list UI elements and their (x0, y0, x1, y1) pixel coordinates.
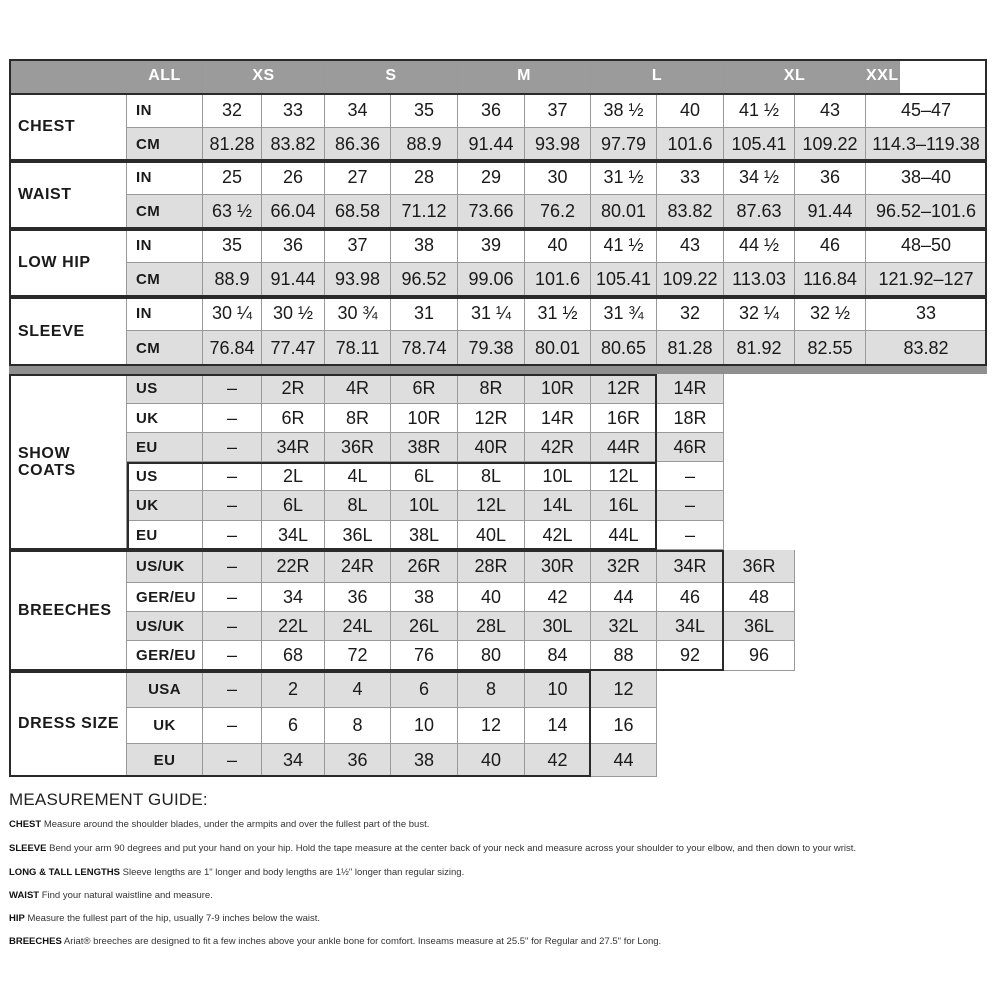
value-cell: 92 (657, 641, 724, 671)
guide-sleeve (9, 839, 991, 859)
value-cell: 78.11 (325, 331, 391, 366)
value-cell: 12R (458, 404, 525, 433)
value-cell: 8 (325, 708, 391, 744)
dress-size-label: DRESS SIZE (9, 671, 127, 777)
value-cell: 6 (262, 708, 325, 744)
value-cell: 41 ½ (724, 93, 795, 128)
value-cell: 6 (391, 671, 458, 708)
value-cell: 12 (458, 708, 525, 744)
value-cell: – (203, 491, 262, 521)
value-cell: 32R (591, 550, 657, 583)
value-cell: 4R (325, 374, 391, 404)
value-cell: 25 (203, 161, 262, 195)
value-cell: – (203, 708, 262, 744)
value-cell: 40 (525, 229, 591, 263)
value-cell: 10L (391, 491, 458, 521)
value-cell: 36R (724, 550, 795, 583)
unit-label: GER/EU (127, 641, 203, 671)
guide-text: Find your natural waistline and measure. (39, 890, 213, 901)
value-cell: 30 ¼ (203, 297, 262, 331)
value-cell: 105.41 (724, 128, 795, 161)
unit-label: UK (127, 404, 203, 433)
value-cell: 18R (657, 404, 724, 433)
value-cell: 34 ½ (724, 161, 795, 195)
value-cell: 10 (391, 708, 458, 744)
value-cell: – (657, 491, 724, 521)
value-cell: 38L (391, 521, 458, 550)
value-cell: 114.3–119.38 (866, 128, 987, 161)
value-cell: – (203, 641, 262, 671)
guide-term: LONG & TALL LENGTHS (9, 867, 121, 878)
value-cell: 22L (262, 612, 325, 641)
value-cell: 38 (391, 229, 458, 263)
value-cell: 45–47 (866, 93, 987, 128)
value-cell: 34R (262, 433, 325, 462)
value-cell: 6L (262, 491, 325, 521)
value-cell: 30L (525, 612, 591, 641)
value-cell: – (203, 433, 262, 462)
value-cell: 8R (325, 404, 391, 433)
value-cell: 48–50 (866, 229, 987, 263)
unit-label: IN (127, 229, 203, 263)
value-cell: 40R (458, 433, 525, 462)
value-cell: 83.82 (262, 128, 325, 161)
value-cell: 78.74 (391, 331, 458, 366)
guide-text: Sleeve lengths are 1" longer and body lengths are 1½" longer than regular sizing. (120, 867, 465, 878)
unit-label: IN (127, 161, 203, 195)
value-cell: 36 (795, 161, 866, 195)
value-cell: 68.58 (325, 195, 391, 229)
header-blank (9, 59, 127, 93)
value-cell: 83.82 (657, 195, 724, 229)
value-cell: 41 ½ (591, 229, 657, 263)
value-cell: 31 ½ (591, 161, 657, 195)
value-cell: 28R (458, 550, 525, 583)
value-cell: 14L (525, 491, 591, 521)
guide-title: MEASUREMENT GUIDE: (9, 790, 208, 809)
value-cell: 44 (591, 583, 657, 612)
value-cell: 32 ½ (795, 297, 866, 331)
measurement-label: SLEEVE (9, 297, 127, 366)
value-cell: 84 (525, 641, 591, 671)
value-cell: 14R (525, 404, 591, 433)
value-cell: 42 (525, 744, 591, 777)
unit-label: IN (127, 93, 203, 128)
size-header-l: L (591, 59, 724, 93)
value-cell: 101.6 (657, 128, 724, 161)
size-header-m: M (458, 59, 591, 93)
value-cell: 33 (866, 297, 987, 331)
guide-text: Bend your arm 90 degrees and put your hand on your hip. Hold the tape measure at the center back of your neck and measure across your shoulder to your elbow, and then down to your wrist. (46, 843, 857, 854)
value-cell: – (203, 404, 262, 433)
value-cell: 37 (525, 93, 591, 128)
value-cell: 44 (591, 744, 657, 777)
unit-label: EU (127, 744, 203, 777)
value-cell: 91.44 (262, 263, 325, 297)
value-cell: 4L (325, 462, 391, 491)
value-cell: 34L (262, 521, 325, 550)
value-cell: 26R (391, 550, 458, 583)
guide-text: Measure around the shoulder blades, under the armpits and over the fullest part of the bust. (41, 819, 430, 830)
value-cell: 36 (325, 583, 391, 612)
guide-term: SLEEVE (9, 843, 47, 854)
guide-text: Ariat® breeches are designed to fit a few inches above your ankle bone for comfort. Inseams measure at 25.5" for Regular and 27.5" for Long. (61, 936, 662, 947)
value-cell: – (203, 612, 262, 641)
guide-hip (9, 910, 991, 928)
value-cell: 33 (262, 93, 325, 128)
unit-label: CM (127, 331, 203, 366)
value-cell: 32 (657, 297, 724, 331)
value-cell: 12L (591, 462, 657, 491)
value-cell: 32L (591, 612, 657, 641)
value-cell: 93.98 (325, 263, 391, 297)
guide-term: CHEST (9, 819, 42, 830)
value-cell: 12 (591, 671, 657, 708)
value-cell: – (203, 374, 262, 404)
size-header-xs: XS (203, 59, 325, 93)
value-cell: 31 ¼ (458, 297, 525, 331)
guide-waist (9, 887, 991, 905)
value-cell: 36L (724, 612, 795, 641)
value-cell: 27 (325, 161, 391, 195)
unit-label: CM (127, 263, 203, 297)
unit-label: EU (127, 521, 203, 550)
value-cell: 93.98 (525, 128, 591, 161)
value-cell: 31 (391, 297, 458, 331)
value-cell: 2L (262, 462, 325, 491)
value-cell: 10L (525, 462, 591, 491)
value-cell: 8L (325, 491, 391, 521)
value-cell: 30 ¾ (325, 297, 391, 331)
value-cell: 31 ¾ (591, 297, 657, 331)
value-cell: 96 (724, 641, 795, 671)
value-cell: 44L (591, 521, 657, 550)
value-cell: 8L (458, 462, 525, 491)
breeches-label: BREECHES (9, 550, 127, 671)
value-cell: – (657, 462, 724, 491)
value-cell: 40 (657, 93, 724, 128)
value-cell: 63 ½ (203, 195, 262, 229)
value-cell: 97.79 (591, 128, 657, 161)
value-cell: 96.52–101.6 (866, 195, 987, 229)
value-cell: 38 ½ (591, 93, 657, 128)
value-cell: 43 (657, 229, 724, 263)
value-cell: 79.38 (458, 331, 525, 366)
unit-label: IN (127, 297, 203, 331)
value-cell: 83.82 (866, 331, 987, 366)
value-cell: 4 (325, 671, 391, 708)
measurement-label: CHEST (9, 93, 127, 161)
value-cell: 43 (795, 93, 866, 128)
value-cell: 6R (262, 404, 325, 433)
value-cell: 113.03 (724, 263, 795, 297)
value-cell: 91.44 (795, 195, 866, 229)
value-cell: 76.84 (203, 331, 262, 366)
value-cell: 48 (724, 583, 795, 612)
value-cell: 46R (657, 433, 724, 462)
value-cell: 36 (262, 229, 325, 263)
size-header-all: ALL (127, 59, 203, 93)
value-cell: 32 (203, 93, 262, 128)
value-cell: 6L (391, 462, 458, 491)
guide-text: Measure the fullest part of the hip, usually 7-9 inches below the waist. (24, 913, 321, 924)
value-cell: 73.66 (458, 195, 525, 229)
show-coats-label: SHOW COATS (9, 374, 127, 550)
value-cell: 91.44 (458, 128, 525, 161)
unit-label: US/UK (127, 612, 203, 641)
value-cell: 88 (591, 641, 657, 671)
value-cell: 10 (525, 671, 591, 708)
value-cell: 8 (458, 671, 525, 708)
value-cell: – (203, 744, 262, 777)
unit-label: UK (127, 708, 203, 744)
size-header-xl: XL (724, 59, 866, 93)
value-cell: 81.28 (657, 331, 724, 366)
value-cell: – (203, 550, 262, 583)
value-cell: 29 (458, 161, 525, 195)
value-cell: 30 (525, 161, 591, 195)
value-cell: 22R (262, 550, 325, 583)
value-cell: 33 (657, 161, 724, 195)
value-cell: 14R (657, 374, 724, 404)
value-cell: 2 (262, 671, 325, 708)
value-cell: 76.2 (525, 195, 591, 229)
value-cell: 36 (325, 744, 391, 777)
value-cell: 37 (325, 229, 391, 263)
value-cell: 12R (591, 374, 657, 404)
value-cell: 34L (657, 612, 724, 641)
section-divider (9, 366, 987, 374)
value-cell: 46 (795, 229, 866, 263)
unit-label: CM (127, 195, 203, 229)
value-cell: 34 (325, 93, 391, 128)
measurement-label: LOW HIP (9, 229, 127, 297)
value-cell: 12L (458, 491, 525, 521)
value-cell: 86.36 (325, 128, 391, 161)
guide-long-tall (9, 864, 991, 882)
value-cell: 116.84 (795, 263, 866, 297)
value-cell: 36 (458, 93, 525, 128)
value-cell: 77.47 (262, 331, 325, 366)
value-cell: 38–40 (866, 161, 987, 195)
value-cell: 76 (391, 641, 458, 671)
value-cell: – (657, 521, 724, 550)
value-cell: 71.12 (391, 195, 458, 229)
value-cell: 80.01 (591, 195, 657, 229)
unit-label: USA (127, 671, 203, 708)
unit-label: EU (127, 433, 203, 462)
value-cell: 80.65 (591, 331, 657, 366)
value-cell: 42R (525, 433, 591, 462)
value-cell: 30 ½ (262, 297, 325, 331)
value-cell: 16R (591, 404, 657, 433)
guide-term: WAIST (9, 890, 40, 901)
value-cell: 68 (262, 641, 325, 671)
value-cell: 40L (458, 521, 525, 550)
value-cell: 34R (657, 550, 724, 583)
value-cell: – (203, 521, 262, 550)
value-cell: 88.9 (391, 128, 458, 161)
unit-label: CM (127, 128, 203, 161)
value-cell: 101.6 (525, 263, 591, 297)
value-cell: 66.04 (262, 195, 325, 229)
value-cell: 36R (325, 433, 391, 462)
value-cell: 34 (262, 744, 325, 777)
value-cell: 46 (657, 583, 724, 612)
guide-term: HIP (9, 913, 25, 924)
value-cell: 39 (458, 229, 525, 263)
unit-label: GER/EU (127, 583, 203, 612)
value-cell: 10R (525, 374, 591, 404)
value-cell: 99.06 (458, 263, 525, 297)
value-cell: 80.01 (525, 331, 591, 366)
value-cell: 82.55 (795, 331, 866, 366)
value-cell: 109.22 (657, 263, 724, 297)
value-cell: – (203, 671, 262, 708)
value-cell: 34 (262, 583, 325, 612)
value-cell: 72 (325, 641, 391, 671)
value-cell: 16 (591, 708, 657, 744)
value-cell: 26 (262, 161, 325, 195)
value-cell: 38 (391, 744, 458, 777)
value-cell: 81.28 (203, 128, 262, 161)
unit-label: US (127, 462, 203, 491)
measurement-guide (9, 790, 991, 956)
value-cell: 26L (391, 612, 458, 641)
value-cell: 32 ¼ (724, 297, 795, 331)
value-cell: 38R (391, 433, 458, 462)
value-cell: 16L (591, 491, 657, 521)
guide-breeches (9, 933, 991, 951)
value-cell: 28 (391, 161, 458, 195)
value-cell: – (203, 462, 262, 491)
value-cell: 88.9 (203, 263, 262, 297)
unit-label: UK (127, 491, 203, 521)
value-cell: 105.41 (591, 263, 657, 297)
value-cell: 24L (325, 612, 391, 641)
value-cell: 44 ½ (724, 229, 795, 263)
value-cell: 31 ½ (525, 297, 591, 331)
value-cell: 109.22 (795, 128, 866, 161)
value-cell: 40 (458, 583, 525, 612)
unit-label: US/UK (127, 550, 203, 583)
size-header-s: S (325, 59, 458, 93)
value-cell: 38 (391, 583, 458, 612)
value-cell: 121.92–127 (866, 263, 987, 297)
value-cell: 2R (262, 374, 325, 404)
value-cell: 30R (525, 550, 591, 583)
value-cell: 14 (525, 708, 591, 744)
value-cell: 44R (591, 433, 657, 462)
value-cell: 36L (325, 521, 391, 550)
unit-label: US (127, 374, 203, 404)
value-cell: 42 (525, 583, 591, 612)
value-cell: 81.92 (724, 331, 795, 366)
size-header-xxl: XXL (866, 59, 900, 93)
value-cell: 28L (458, 612, 525, 641)
value-cell: 96.52 (391, 263, 458, 297)
value-cell: 6R (391, 374, 458, 404)
value-cell: 8R (458, 374, 525, 404)
value-cell: 35 (391, 93, 458, 128)
value-cell: 10R (391, 404, 458, 433)
value-cell: 40 (458, 744, 525, 777)
guide-chest (9, 816, 991, 834)
value-cell: 35 (203, 229, 262, 263)
guide-term: BREECHES (9, 936, 62, 947)
value-cell: 80 (458, 641, 525, 671)
value-cell: 24R (325, 550, 391, 583)
value-cell: 42L (525, 521, 591, 550)
measurement-label: WAIST (9, 161, 127, 229)
value-cell: 87.63 (724, 195, 795, 229)
value-cell: – (203, 583, 262, 612)
